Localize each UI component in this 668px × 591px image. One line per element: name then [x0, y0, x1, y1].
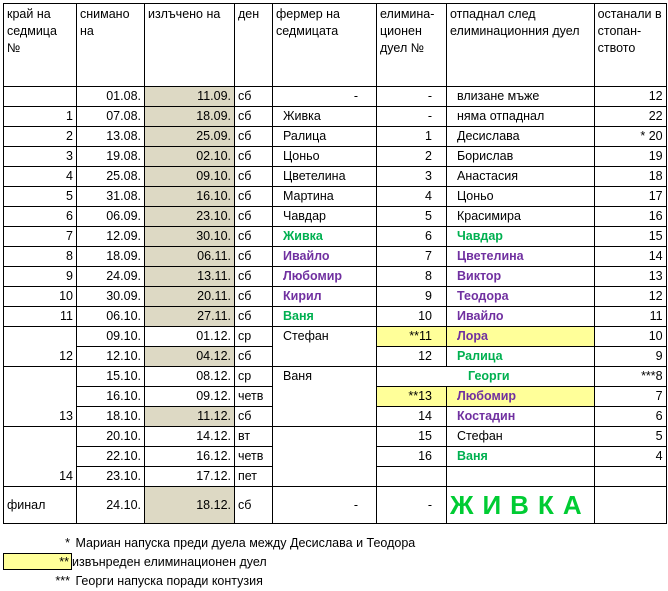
- left-cell: Ралица: [447, 347, 595, 367]
- remain-cell-empty: [594, 467, 666, 487]
- table-row: [4, 87, 667, 107]
- aired-cell: 04.12.: [145, 347, 235, 367]
- duel-cell: 14: [377, 407, 447, 427]
- filmed-cell: 23.10.: [77, 467, 145, 487]
- day-cell: сб: [235, 187, 273, 207]
- remain-cell: 5: [594, 427, 666, 447]
- table-row: [4, 207, 667, 227]
- day-cell: сб: [235, 227, 273, 247]
- table-row: [4, 247, 667, 267]
- header-aired: излъчено на: [145, 4, 235, 87]
- remain-cell: 14: [594, 247, 666, 267]
- week-cell: 13: [4, 367, 77, 427]
- left-cell: Виктор: [447, 267, 595, 287]
- legend-item: [3, 534, 415, 553]
- remain-cell: 12: [594, 87, 666, 107]
- left-cell: Десислава: [447, 127, 595, 147]
- duel-cell-extraordinary: **13: [377, 387, 447, 407]
- table-row: [4, 267, 667, 287]
- left-cell: Цоньо: [447, 187, 595, 207]
- left-cell: Георги: [377, 367, 595, 387]
- elimination-schedule-table: [3, 3, 667, 524]
- aired-cell: 11.09.: [145, 87, 235, 107]
- filmed-cell: 13.08.: [77, 127, 145, 147]
- filmed-cell: 12.10.: [77, 347, 145, 367]
- farmer-cell: Мартина: [273, 187, 377, 207]
- farmer-cell: Живка: [273, 107, 377, 127]
- duel-cell: 12: [377, 347, 447, 367]
- filmed-cell: 07.08.: [77, 107, 145, 127]
- remain-cell: 19: [594, 147, 666, 167]
- filmed-cell: 18.09.: [77, 247, 145, 267]
- header-left: отпаднал след елиминационния дуел: [447, 4, 595, 87]
- filmed-cell: 06.09.: [77, 207, 145, 227]
- left-cell: Костадин: [447, 407, 595, 427]
- day-cell: сб: [235, 87, 273, 107]
- left-cell: влизане мъже: [447, 87, 595, 107]
- farmer-cell: Ваня: [273, 367, 377, 427]
- week-cell: 10: [4, 287, 77, 307]
- remain-cell: 17: [594, 187, 666, 207]
- table-row: [4, 127, 667, 147]
- week-cell: [4, 87, 77, 107]
- aired-cell: 16.10.: [145, 187, 235, 207]
- week-cell: 5: [4, 187, 77, 207]
- table-row: [4, 287, 667, 307]
- legend-item: [3, 572, 263, 591]
- table-row: [4, 147, 667, 167]
- week-cell: 12: [4, 327, 77, 367]
- farmer-cell: -: [273, 87, 377, 107]
- remain-cell: 18: [594, 167, 666, 187]
- week-cell: 11: [4, 307, 77, 327]
- header-duel: елимина-ционен дуел №: [377, 4, 447, 87]
- filmed-cell: 20.10.: [77, 427, 145, 447]
- duel-cell: 10: [377, 307, 447, 327]
- left-cell: Красимира: [447, 207, 595, 227]
- aired-cell: 02.10.: [145, 147, 235, 167]
- winner-cell: ЖИВКА: [447, 487, 595, 524]
- aired-cell: 09.12.: [145, 387, 235, 407]
- table-row: [4, 167, 667, 187]
- legend-item: [3, 553, 267, 572]
- filmed-cell: 15.10.: [77, 367, 145, 387]
- aired-cell: 09.10.: [145, 167, 235, 187]
- duel-cell: 9: [377, 287, 447, 307]
- farmer-cell: -: [273, 487, 377, 524]
- week-cell: 4: [4, 167, 77, 187]
- remain-cell: 7: [594, 387, 666, 407]
- farmer-cell: Любомир: [273, 267, 377, 287]
- farmer-cell: Ваня: [273, 307, 377, 327]
- aired-cell: 23.10.: [145, 207, 235, 227]
- duel-cell: 16: [377, 447, 447, 467]
- filmed-cell: 24.10.: [77, 487, 145, 524]
- farmer-cell: Стефан: [273, 327, 377, 367]
- header-remain: останали в стопан-ството: [594, 4, 666, 87]
- filmed-cell: 24.09.: [77, 267, 145, 287]
- table-row: [4, 327, 667, 347]
- filmed-cell: 22.10.: [77, 447, 145, 467]
- remain-cell: 15: [594, 227, 666, 247]
- week-cell: 1: [4, 107, 77, 127]
- remain-cell: 11: [594, 307, 666, 327]
- farmer-cell: Цветелина: [273, 167, 377, 187]
- week-cell: 3: [4, 147, 77, 167]
- remain-cell: 16: [594, 207, 666, 227]
- day-cell: сб: [235, 487, 273, 524]
- remain-cell: 12: [594, 287, 666, 307]
- aired-cell: 08.12.: [145, 367, 235, 387]
- week-cell: 7: [4, 227, 77, 247]
- farmer-cell: Живка: [273, 227, 377, 247]
- legend-mark: ***: [55, 574, 70, 588]
- farmer-cell: Ралица: [273, 127, 377, 147]
- aired-cell: 13.11.: [145, 267, 235, 287]
- duel-cell: -: [377, 487, 447, 524]
- day-cell: ср: [235, 327, 273, 347]
- left-cell: няма отпаднал: [447, 107, 595, 127]
- duel-cell-empty: [377, 467, 447, 487]
- remain-cell: ***8: [594, 367, 666, 387]
- aired-cell: 14.12.: [145, 427, 235, 447]
- duel-cell: 8: [377, 267, 447, 287]
- left-cell: Любомир: [447, 387, 595, 407]
- aired-cell: 16.12.: [145, 447, 235, 467]
- left-cell: Чавдар: [447, 227, 595, 247]
- filmed-cell: 31.08.: [77, 187, 145, 207]
- aired-cell: 11.12.: [145, 407, 235, 427]
- remain-cell: 13: [594, 267, 666, 287]
- day-cell: сб: [235, 307, 273, 327]
- aired-cell: 30.10.: [145, 227, 235, 247]
- duel-cell-extraordinary: **11: [377, 327, 447, 347]
- aired-cell: 25.09.: [145, 127, 235, 147]
- duel-cell: 3: [377, 167, 447, 187]
- remain-cell: 4: [594, 447, 666, 467]
- filmed-cell: 25.08.: [77, 167, 145, 187]
- aired-cell: 20.11.: [145, 287, 235, 307]
- day-cell: сб: [235, 287, 273, 307]
- left-cell: Борислав: [447, 147, 595, 167]
- day-cell: сб: [235, 127, 273, 147]
- legend-text: Георги напуска поради контузия: [75, 574, 263, 588]
- day-cell: четв: [235, 387, 273, 407]
- left-cell: Анастасия: [447, 167, 595, 187]
- day-cell: сб: [235, 267, 273, 287]
- farmer-cell-empty: [273, 427, 377, 487]
- week-cell: 2: [4, 127, 77, 147]
- duel-cell: -: [377, 87, 447, 107]
- aired-cell: 06.11.: [145, 247, 235, 267]
- legend-mark: **: [3, 553, 72, 570]
- aired-cell: 18.09.: [145, 107, 235, 127]
- left-cell: Лора: [447, 327, 595, 347]
- duel-cell: 1: [377, 127, 447, 147]
- day-cell: сб: [235, 107, 273, 127]
- filmed-cell: 30.09.: [77, 287, 145, 307]
- table-row: [4, 427, 667, 447]
- legend-text: Мариан напуска преди дуела между Десислава и Теодора: [75, 536, 416, 550]
- week-cell: 9: [4, 267, 77, 287]
- farmer-cell: Цоньо: [273, 147, 377, 167]
- left-cell: Ивайло: [447, 307, 595, 327]
- legend-mark: *: [65, 536, 70, 550]
- remain-cell: 9: [594, 347, 666, 367]
- filmed-cell: 16.10.: [77, 387, 145, 407]
- day-cell: сб: [235, 407, 273, 427]
- day-cell: сб: [235, 147, 273, 167]
- day-cell: сб: [235, 347, 273, 367]
- table-row: [4, 107, 667, 127]
- filmed-cell: 09.10.: [77, 327, 145, 347]
- header-filmed: снимано на: [77, 4, 145, 87]
- table-row: [4, 187, 667, 207]
- final-row: [4, 487, 667, 524]
- duel-cell: 5: [377, 207, 447, 227]
- left-cell: Стефан: [447, 427, 595, 447]
- day-cell: сб: [235, 207, 273, 227]
- aired-cell: 18.12.: [145, 487, 235, 524]
- farmer-cell: Ивайло: [273, 247, 377, 267]
- aired-cell: 01.12.: [145, 327, 235, 347]
- aired-cell: 27.11.: [145, 307, 235, 327]
- left-cell: Ваня: [447, 447, 595, 467]
- week-cell: 6: [4, 207, 77, 227]
- duel-cell: 4: [377, 187, 447, 207]
- duel-cell: 6: [377, 227, 447, 247]
- day-cell: вт: [235, 427, 273, 447]
- farmer-cell: Чавдар: [273, 207, 377, 227]
- remain-cell: 22: [594, 107, 666, 127]
- left-cell: Теодора: [447, 287, 595, 307]
- table-row: [4, 367, 667, 387]
- farmer-cell: Кирил: [273, 287, 377, 307]
- day-cell: ср: [235, 367, 273, 387]
- left-cell: Цветелина: [447, 247, 595, 267]
- week-cell: финал: [4, 487, 77, 524]
- remain-cell: * 20: [594, 127, 666, 147]
- table-row: [4, 307, 667, 327]
- legend-text: извънреден елиминационен дуел: [72, 555, 267, 569]
- filmed-cell: 18.10.: [77, 407, 145, 427]
- filmed-cell: 12.09.: [77, 227, 145, 247]
- day-cell: четв: [235, 447, 273, 467]
- header-row: [4, 4, 667, 87]
- remain-cell-empty: [594, 487, 666, 524]
- day-cell: сб: [235, 247, 273, 267]
- left-cell-empty: [447, 467, 595, 487]
- aired-cell: 17.12.: [145, 467, 235, 487]
- duel-cell: 15: [377, 427, 447, 447]
- remain-cell: 10: [594, 327, 666, 347]
- remain-cell: 6: [594, 407, 666, 427]
- table-row: [4, 227, 667, 247]
- duel-cell: 7: [377, 247, 447, 267]
- filmed-cell: 06.10.: [77, 307, 145, 327]
- header-farmer: фермер на седмицата: [273, 4, 377, 87]
- duel-cell: -: [377, 107, 447, 127]
- day-cell: пет: [235, 467, 273, 487]
- filmed-cell: 19.08.: [77, 147, 145, 167]
- duel-cell: 2: [377, 147, 447, 167]
- header-day: ден: [235, 4, 273, 87]
- week-cell: 14: [4, 427, 77, 487]
- header-week: край на седмица №: [4, 4, 77, 87]
- week-cell: 8: [4, 247, 77, 267]
- filmed-cell: 01.08.: [77, 87, 145, 107]
- day-cell: сб: [235, 167, 273, 187]
